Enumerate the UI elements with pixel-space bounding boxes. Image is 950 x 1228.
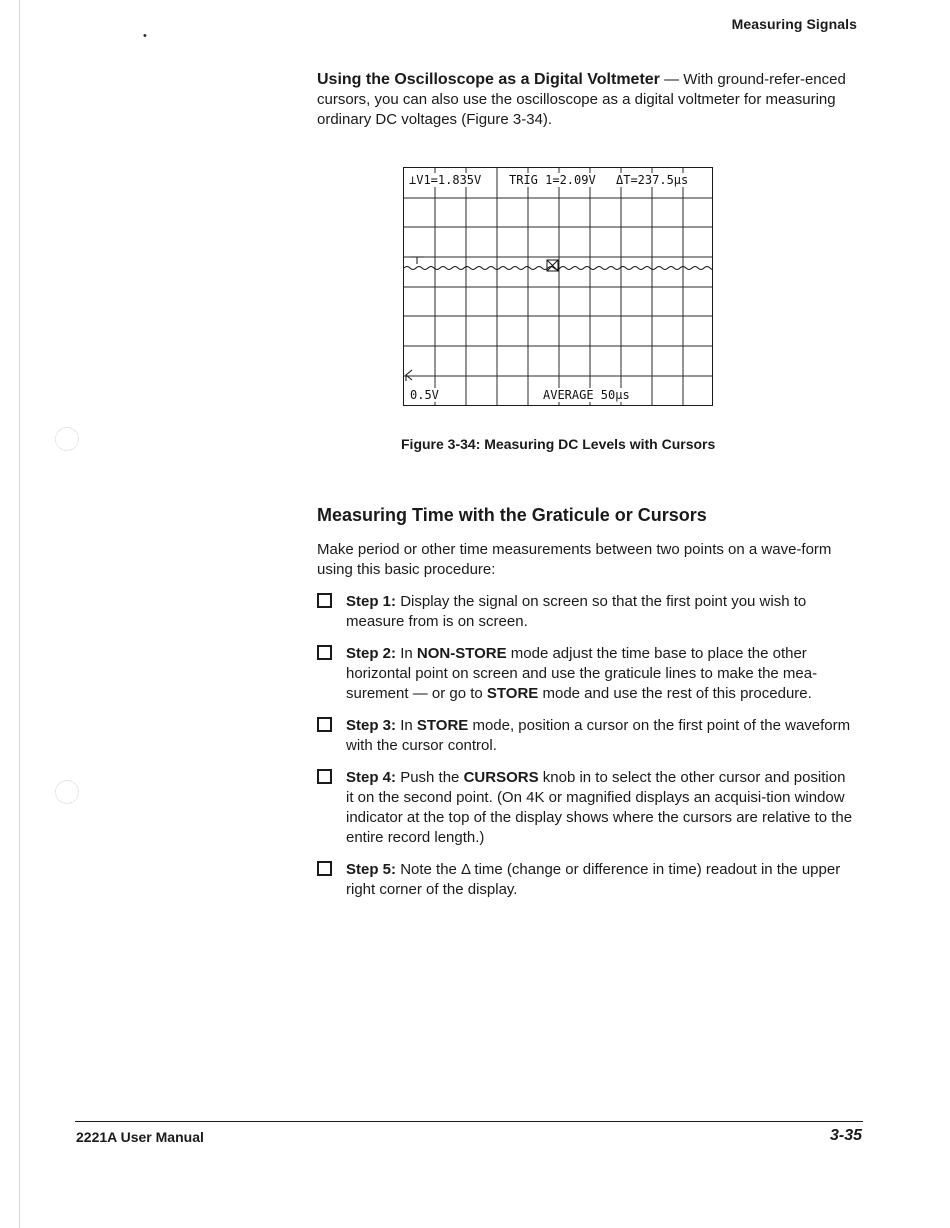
step-text: mode adjust the time base to place the other horizontal point on screen and use the graticule lines to make the mea-surement — or go to	[346, 645, 818, 702]
step-label: Step 2:	[346, 645, 397, 662]
intro-lead: Using the Oscilloscope as a Digital Voltmeter	[317, 71, 660, 88]
section-intro: Make period or other time measurements between two points on a wave-form using this basic procedure:	[317, 541, 832, 578]
intro-text: With ground-refer-enced cursors, you can also use the oscilloscope as a digital voltmeter for measuring ordinary DC voltages (Figure 3-34).	[317, 71, 846, 128]
running-header: Measuring Signals	[731, 16, 857, 32]
step-keyword: STORE	[416, 717, 469, 734]
step-3	[317, 716, 857, 756]
step-checkbox[interactable]	[317, 769, 332, 784]
step-text: mode, position a cursor on the first point of the waveform with the cursor control.	[346, 717, 851, 754]
punch-hole-mark	[55, 780, 79, 804]
volts-per-division-readout: 0.5V	[410, 388, 439, 402]
step-checkbox[interactable]	[317, 645, 332, 660]
delta-time-readout: ΔT=237.5μs	[616, 173, 689, 187]
step-checkbox[interactable]	[317, 717, 332, 732]
step-checkbox[interactable]	[317, 593, 332, 608]
voltage-readout: ⊥V1=1.835V	[409, 173, 482, 187]
oscilloscope-screen	[403, 167, 713, 406]
stray-mark: •	[143, 30, 147, 42]
step-text: In	[400, 717, 417, 734]
footer-manual-title: 2221A User Manual	[76, 1129, 204, 1145]
intro-paragraph	[317, 70, 847, 130]
punch-hole-mark	[55, 427, 79, 451]
step-label: Step 3:	[346, 717, 397, 734]
step-keyword: NON-STORE	[416, 645, 507, 662]
step-4	[317, 768, 857, 848]
graticule	[404, 168, 712, 405]
page-number: 3-35	[829, 1127, 862, 1144]
figure-caption: Figure 3-34: Measuring DC Levels with Cursors	[401, 436, 716, 452]
step-2	[317, 644, 857, 704]
step-keyword: STORE	[486, 685, 539, 702]
trigger-cursor-marker	[410, 257, 424, 264]
step-text: In	[400, 645, 417, 662]
trigger-readout: TRIG 1=2.09V	[509, 173, 596, 187]
step-keyword: CURSORS	[463, 769, 539, 786]
step-label: Step 4:	[346, 769, 397, 786]
step-text: knob in to select the other cursor and position it on the second point. (On 4K or magnified displays an acquisi-tion window indicator at the top of the display shows where the cursors are relative to the entire record length.)	[346, 769, 853, 846]
step-text: mode and use the rest of this procedure.	[538, 685, 812, 702]
intro-dash: —	[659, 71, 684, 88]
step-1	[317, 592, 857, 632]
step-checkbox[interactable]	[317, 861, 332, 876]
section-heading: Measuring Time with the Graticule or Cursors	[317, 505, 707, 525]
step-label: Step 5:	[346, 861, 397, 878]
step-text: Display the signal on screen so that the first point you wish to measure from is on screen.	[346, 593, 807, 630]
step-label: Step 1:	[346, 593, 397, 610]
acquisition-mode-readout: AVERAGE 50μs	[543, 388, 630, 402]
step-text: Push the	[400, 769, 464, 786]
step-text: Note the Δ time (change or difference in time) readout in the upper right corner of the display.	[346, 861, 841, 898]
procedure-steps	[317, 592, 857, 912]
footer-rule	[75, 1121, 863, 1122]
step-5	[317, 860, 857, 900]
acquisition-window-indicator	[547, 260, 558, 271]
binding-edge	[19, 0, 20, 1228]
